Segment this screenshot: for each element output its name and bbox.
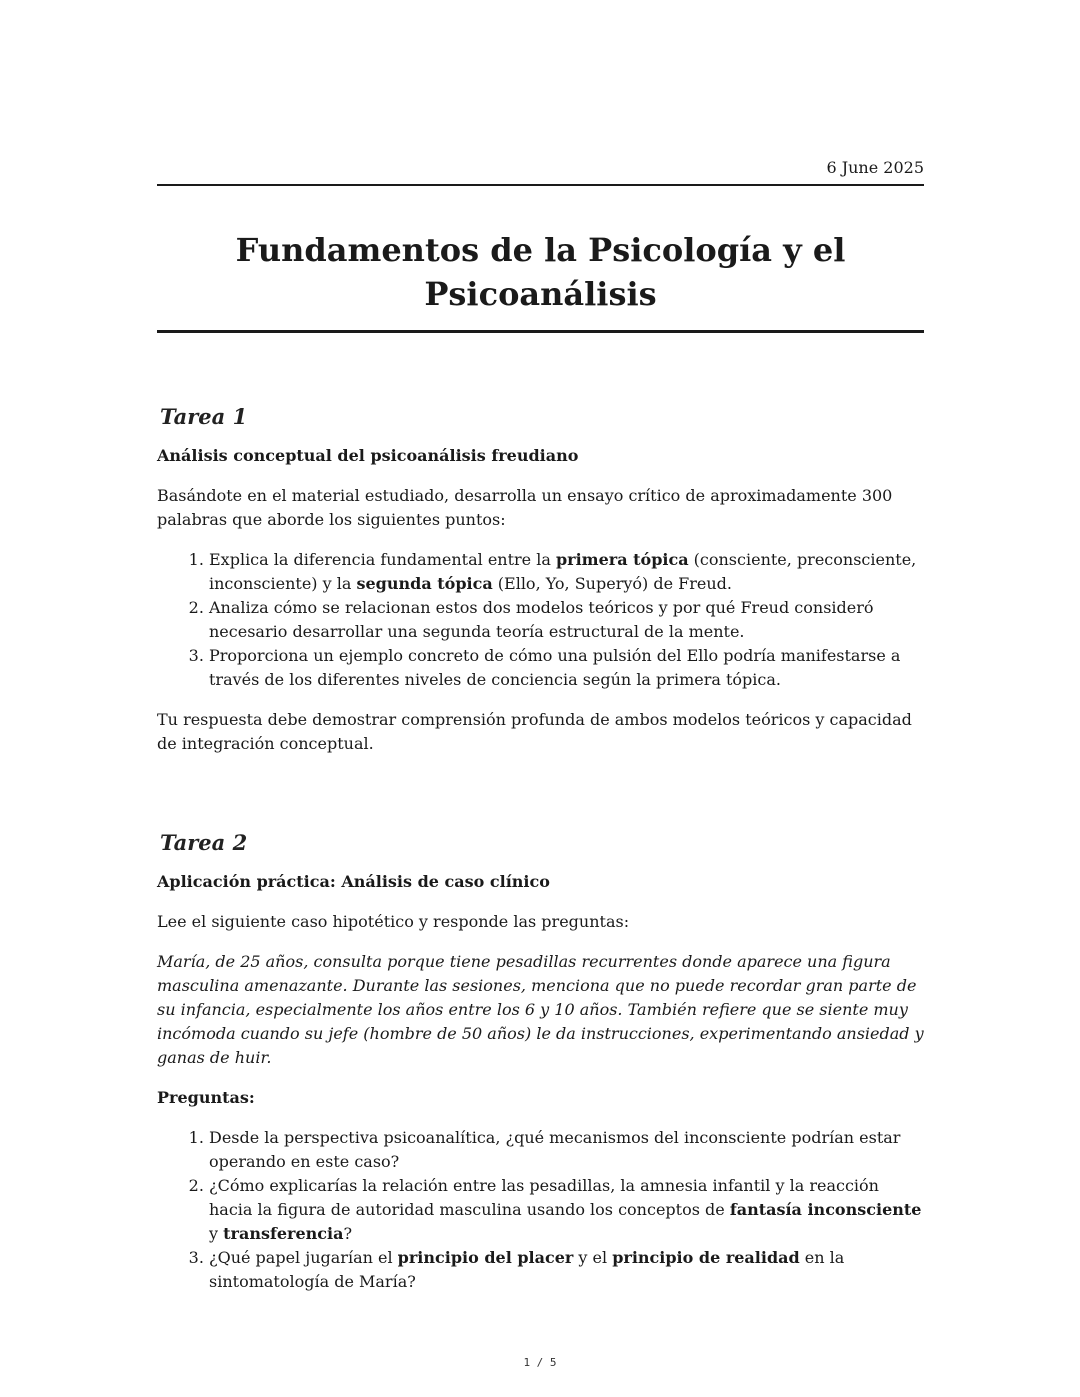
tarea-1-subtitle: Análisis conceptual del psicoanálisis freudiano — [157, 446, 579, 465]
list-item: 2. ¿Cómo explicarías la relación entre las pesadillas, la amnesia infantil y la reacción hacia la figura de autoridad masculina usando los conceptos de fantasía inconsciente y transferencia? — [209, 1174, 924, 1246]
tarea-1-intro: Basándote en el material estudiado, desarrolla un ensayo crítico de aproximadamente 300 palabras que aborde los siguientes puntos: — [157, 486, 893, 529]
list-item: 1. Desde la perspectiva psicoanalítica, ¿qué mecanismos del inconsciente podrían estar operando en este caso? — [209, 1126, 924, 1174]
list-item: 2. Analiza cómo se relacionan estos dos modelos teóricos y por qué Freud consideró necesario desarrollar una segunda teoría estructural de la mente. — [209, 596, 924, 644]
questions-list — [157, 1126, 924, 1294]
case-description: María, de 25 años, consulta porque tiene pesadillas recurrentes donde aparece una figura masculina amenazante. Durante las sesiones, menciona que no puede recordar gran parte de su infancia, especialmente los años entre los 6 y 10 años. También refiere que se siente muy incómoda cuando su jefe (hombre de 50 años) le da instrucciones, experimentando ansiedad y ganas de huir. — [157, 952, 924, 1067]
list-item: 3. Proporciona un ejemplo concreto de cómo una pulsión del Ello podría manifestarse a través de los diferentes niveles de conciencia según la primera tópica. — [209, 644, 924, 692]
document-page — [157, 0, 924, 1397]
list-item: 1. Explica la diferencia fundamental entre la primera tópica (consciente, preconsciente, inconsciente) y la segunda tópica (Ello, Yo, Superyó) de Freud. — [209, 548, 924, 596]
tarea-1-section — [157, 402, 924, 756]
page-indicator: 1 / 5 — [523, 1356, 557, 1369]
title-rule — [157, 330, 924, 333]
document-date: 6 June 2025 — [826, 158, 924, 177]
tarea-2-subtitle: Aplicación práctica: Análisis de caso clínico — [157, 872, 550, 891]
header-rule — [157, 184, 924, 186]
tarea-2-section — [157, 828, 924, 1294]
tarea-1-closing: Tu respuesta debe demostrar comprensión profunda de ambos modelos teóricos y capacidad de integración conceptual. — [157, 710, 912, 753]
tarea-2-intro: Lee el siguiente caso hipotético y responde las preguntas: — [157, 912, 630, 931]
tarea-2-heading: Tarea 2 — [160, 830, 248, 855]
document-title: Fundamentos de la Psicología y el Psicoanálisis — [235, 231, 846, 313]
questions-label: Preguntas: — [157, 1088, 255, 1107]
list-item: 3. ¿Qué papel jugarían el principio del placer y el principio de realidad en la sintomatología de María? — [209, 1246, 924, 1294]
tarea-1-list — [157, 548, 924, 692]
tarea-1-heading: Tarea 1 — [160, 404, 248, 429]
